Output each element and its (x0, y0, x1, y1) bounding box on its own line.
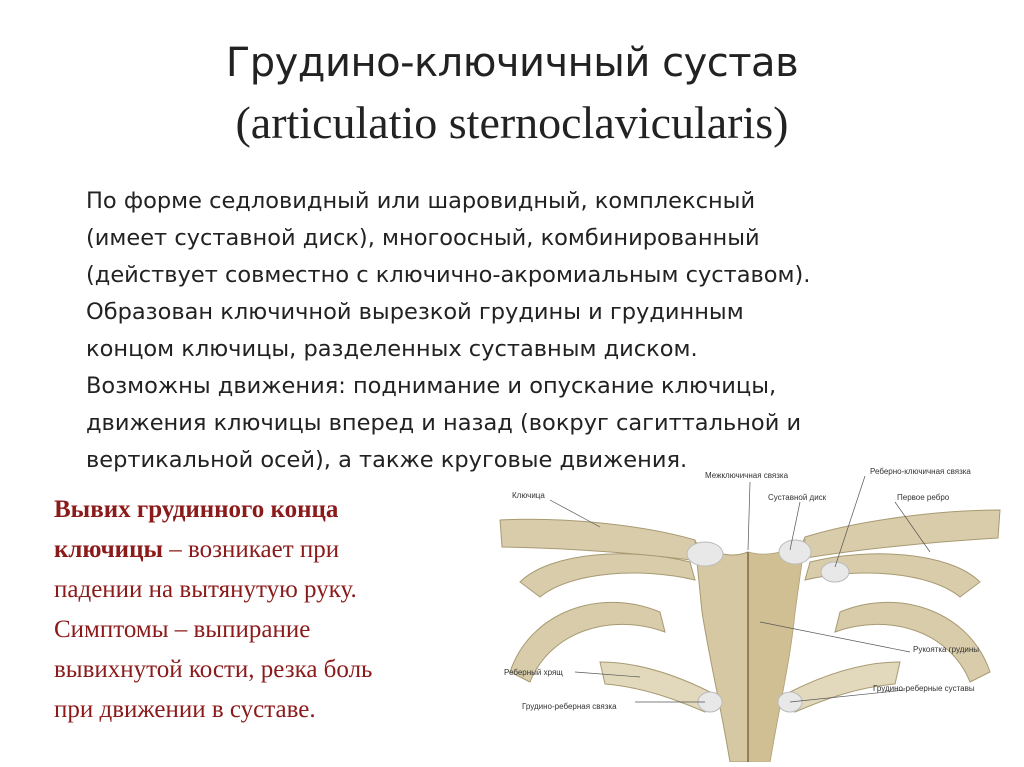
clinical-note (54, 490, 474, 730)
description-line: По форме седловидный или шаровидный, комплексный (86, 188, 756, 214)
costoclavicular-ligament (821, 562, 849, 582)
anatomy-illustration (490, 462, 1010, 762)
description-line: Образован ключичной вырезкой грудины и грудинным (86, 299, 744, 325)
label-articular-disc: Суставной диск (768, 493, 827, 502)
clinical-line: Вывих грудинного конца (54, 496, 339, 523)
description-line: (имеет суставной диск), многоосный, комбинированный (86, 225, 760, 251)
label-sternocostal-joints: Грудино-реберные суставы (873, 684, 975, 693)
description-line: (действует совместно с ключично-акромиальным суставом). (86, 262, 811, 288)
clinical-line: вывихнутой кости, резка боль (54, 656, 373, 683)
sternoclavicular-joint-diagram (490, 462, 1010, 762)
manubrium-section (748, 540, 805, 762)
description-text (86, 183, 986, 479)
label-interclavicular-ligament: Межключичная связка (705, 471, 789, 480)
description-line: Возможны движения: поднимание и опускание ключицы, (86, 373, 777, 399)
clinical-line: падении на вытянутую руку. (54, 576, 357, 603)
description-line: концом ключицы, разделенных суставным диском. (86, 336, 698, 362)
slide-title-russian: Грудино-ключичный сустав (225, 40, 799, 86)
label-sternocostal-ligament: Грудино-реберная связка (522, 702, 617, 711)
clinical-line: Симптомы – выпирание (54, 616, 311, 643)
ligament-left (687, 542, 723, 566)
clavicle-right (795, 510, 1000, 560)
clinical-line: при движении в суставе. (54, 696, 316, 723)
description-line: вертикальной осей), а также круговые движения. (86, 447, 688, 473)
first-rib-left (520, 554, 695, 597)
label-manubrium: Рукоятка грудины (913, 645, 980, 654)
description-line: движения ключицы вперед и назад (вокруг сагиттальной и (86, 410, 802, 436)
ligament-right (779, 540, 811, 564)
label-first-rib: Первое ребро (897, 493, 950, 502)
label-costal-cartilage: Реберный хрящ (504, 668, 563, 677)
slide-title-latin: (articulatio sternoclavicularis) (235, 97, 789, 148)
clinical-line: ключицы – возникает при (54, 536, 340, 563)
label-clavicle: Ключица (512, 491, 545, 500)
label-costoclavicular-ligament: Реберно-ключичная связка (870, 467, 971, 476)
